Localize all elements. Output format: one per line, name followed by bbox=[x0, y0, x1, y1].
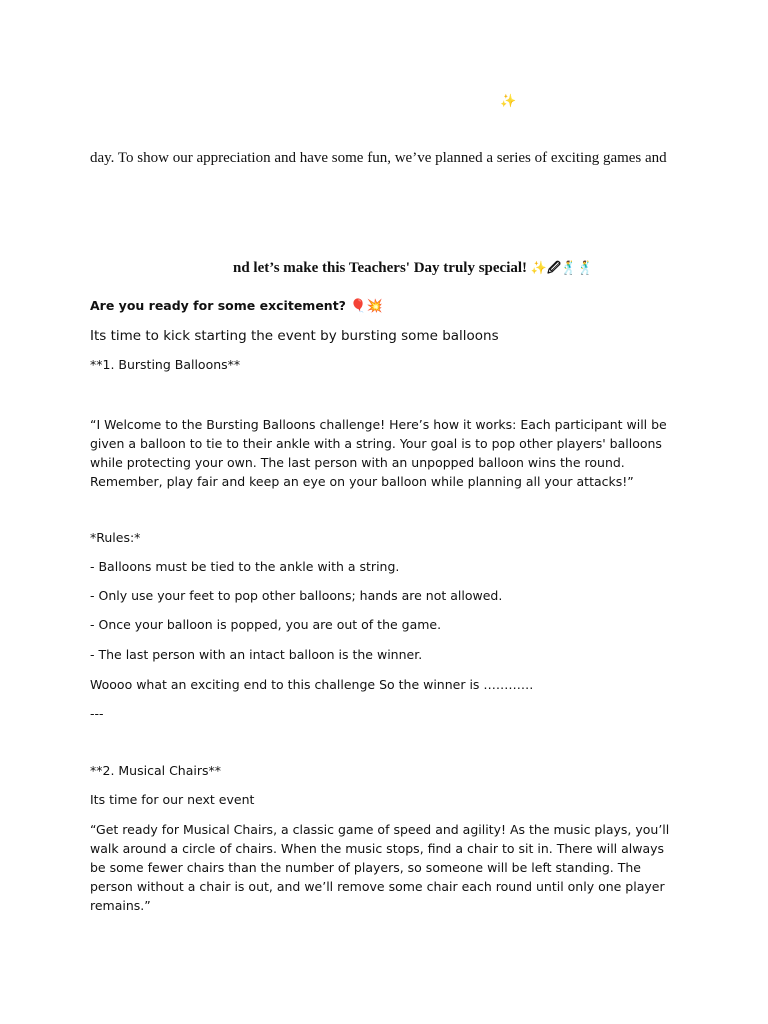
rule-item: - Balloons must be tied to the ankle with a string. bbox=[90, 559, 400, 574]
next-event-line: Its time for our next event bbox=[90, 792, 255, 807]
heading-text: nd let’s make this Teachers' Day truly special! bbox=[233, 260, 528, 276]
game1-description: “I Welcome to the Bursting Balloons challenge! Here’s how it works: Each participant will be given a balloon to tie to their ankle with a string. Your goal is to pop other players' balloons while protecting your own. The last person with an unpopped balloon wins the round. Remember, play fair and keep an eye on your balloon while planning all your attacks!” bbox=[90, 417, 667, 489]
rule-item: - The last person with an intact balloon is the winner. bbox=[90, 647, 423, 662]
game2-title: **2. Musical Chairs** bbox=[90, 763, 222, 778]
game1-title: **1. Bursting Balloons** bbox=[90, 357, 241, 372]
winner-line: Woooo what an exciting end to this challenge So the winner is ………… bbox=[90, 677, 534, 692]
rule-item: - Only use your feet to pop other balloons; hands are not allowed. bbox=[90, 588, 503, 603]
kickoff-line: Its time to kick starting the event by bursting some balloons bbox=[90, 328, 499, 344]
section-divider: --- bbox=[90, 706, 104, 721]
balloon-burst-icons: 🎈💥 bbox=[350, 299, 383, 314]
celebration-icons: ✨🖉🕺🕺 bbox=[530, 261, 594, 276]
ready-question bbox=[90, 298, 383, 314]
sparkle-icon: ✨ bbox=[500, 94, 517, 109]
heading-line bbox=[233, 259, 593, 281]
ready-text: Are you ready for some excitement? bbox=[90, 298, 346, 313]
rules-title: *Rules:* bbox=[90, 530, 141, 545]
intro-line: day. To show our appreciation and have some fun, we’ve planned a series of exciting games and bbox=[90, 150, 667, 166]
rule-item: - Once your balloon is popped, you are out of the game. bbox=[90, 617, 442, 632]
game2-description: “Get ready for Musical Chairs, a classic game of speed and agility! As the music plays, you’ll walk around a circle of chairs. When the music stops, find a chair to sit in. There will always be some fewer chairs than the number of players, so someone will be left standing. The person without a chair is out, and we’ll remove some chair each round until only one player remains.” bbox=[90, 822, 670, 913]
